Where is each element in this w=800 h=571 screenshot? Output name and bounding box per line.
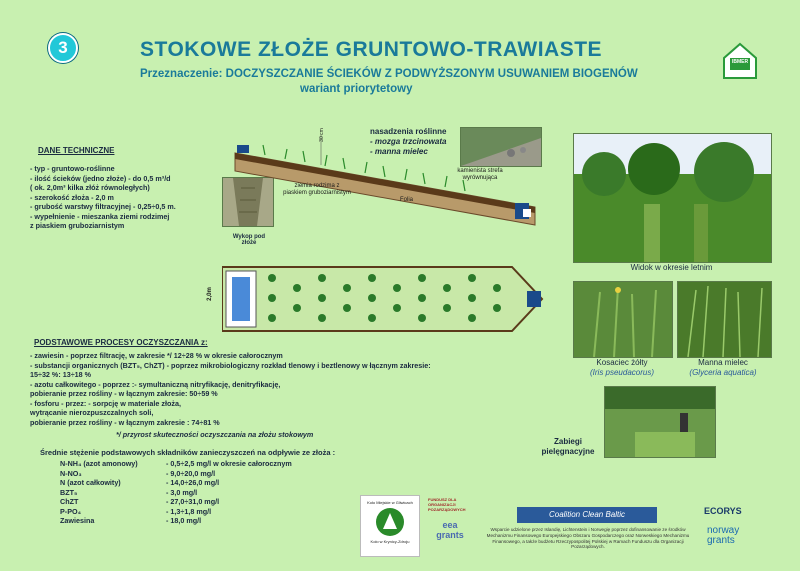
avg-name: N-NO₃: [60, 468, 82, 478]
norway-grants-text: grants: [707, 535, 735, 546]
plant2-label: - manna mielec: [370, 147, 428, 156]
width-label: 2,0m: [206, 287, 213, 301]
avg-row: [60, 459, 292, 469]
manna-photo: [677, 281, 772, 358]
plants-label: nasadzenia roślinne: [370, 127, 447, 136]
stone-zone-photo: [460, 127, 542, 167]
process-row: - substancji organicznych (BZT₅, ChZT) - poprzez mikrobiologiczny rozkład tlenowy i beztlenowy w łącznym zakresie:: [30, 360, 431, 370]
eea-grants-text: grants: [436, 530, 464, 540]
soil-label: ziemia rodzima z piaskiem gruboziarnistym: [283, 183, 351, 196]
process-row: pobieranie przez rośliny - w łącznym zakresie: 50÷59 %: [30, 389, 218, 398]
summer-caption: Widok w okresie letnim: [630, 263, 713, 272]
eea-logo: [430, 520, 470, 540]
avg-name: ChZT: [60, 497, 79, 506]
top-view-diagram: [222, 263, 552, 335]
avg-row: [60, 516, 292, 526]
eea-text: eea: [442, 520, 458, 530]
tech-heading: DANE TECHNICZNE: [38, 146, 115, 155]
avg-name: N (azot całkowity): [60, 478, 121, 487]
avg-value: - 27,0÷31,0 mg/l: [166, 497, 220, 506]
kolo-logo: [360, 495, 420, 557]
iris-name: Kosaciec żółty: [596, 358, 648, 367]
tech-row: - ilość ścieków (jedno złoże) - do 0,5 m³/d: [30, 173, 171, 183]
avg-value: - 9,0÷20,0 mg/l: [166, 468, 216, 478]
kolo-top-text: Koło Miejskie w Gliwicach: [367, 500, 413, 505]
averages-table: [60, 459, 292, 526]
manna-name: Manna mielec: [698, 358, 748, 367]
manna-caption: [670, 358, 776, 378]
process-row: 15÷32 %: 13÷18 %: [30, 370, 92, 379]
manna-latin: (Glyceria aquatica): [689, 368, 757, 377]
foil-label: Folia: [400, 197, 414, 203]
norway-text: norway: [707, 525, 740, 536]
process-row: - azotu całkowitego - poprzez :- symultaniczną nitryfikację, denitryfikację,: [30, 379, 281, 389]
tech-row: z piaskiem gruboziarnistym: [30, 221, 125, 230]
avg-value: - 3,0 mg/l: [166, 487, 198, 497]
avg-name: Zawiesina: [60, 516, 95, 525]
care-caption: Zabiegi pielęgnacyjne: [541, 437, 595, 456]
avg-value: - 14,0÷26,0 mg/l: [166, 478, 220, 487]
avg-row: [60, 497, 292, 507]
plant1-label: - mozga trzcinowata: [370, 137, 447, 146]
depth-label: 30 cm: [318, 128, 325, 142]
process-row: wytrącanie nierozpuszczalnych soli,: [30, 408, 154, 417]
processes-list: [30, 351, 431, 427]
tech-row: - szerokość złoża - 2,0 m: [30, 192, 114, 202]
iris-photo: [573, 281, 673, 358]
tech-row: - grubość warstwy filtracyjnej - 0,25÷0,5 m.: [30, 202, 176, 211]
avg-value: - 0,5÷2,5 mg/l w okresie całorocznym: [166, 459, 292, 468]
trench-caption: Wykop pod złoże: [232, 234, 266, 246]
avg-row: [60, 469, 292, 479]
iris-caption: [573, 358, 671, 378]
ecorys-logo: ECORYS: [704, 506, 742, 516]
number-badge: 3: [48, 33, 78, 63]
variant-label: wariant priorytetowy: [300, 83, 413, 95]
ibmer-logo-text: IBMER: [731, 59, 749, 65]
process-row: - zawiesin - poprzez filtrację, w zakresie */ 12÷28 % w okresie całorocznym: [30, 351, 283, 360]
fund-logo: [428, 497, 478, 517]
processes-heading: PODSTAWOWE PROCESY OCZYSZCZANIA z:: [34, 338, 208, 347]
avg-value: - 1,3÷1,8 mg/l: [166, 506, 212, 516]
process-row: pobieranie przez rośliny - w łącznym zakresie : 74÷81 %: [30, 417, 220, 427]
tech-row: - typ - gruntowo-roślinne: [30, 164, 115, 173]
avg-name: BZT₅: [60, 487, 78, 497]
norway-logo: [707, 526, 752, 546]
ibmer-logo: [722, 42, 758, 80]
avg-value: - 18,0 mg/l: [166, 516, 202, 525]
avg-name: N-NH₄ (azot amonowy): [60, 459, 138, 468]
purpose-subtitle: Przeznaczenie: DOCZYSZCZANIE ŚCIEKÓW Z PODWYŻSZONYM USUWANIEM BIOGENÓW: [140, 68, 638, 80]
page-title: STOKOWE ZŁOŻE GRUNTOWO-TRAWIASTE: [140, 38, 603, 61]
tech-row: - wypełnienie - mieszanka ziemi rodzimej: [30, 211, 170, 221]
support-text: Wsparcie udzielone przez Islandię, Lichtenstein i Norwegię poprzez dofinansowanie ze środków Mechanizmu Finansowego Europejskiego Obszaru Gospodarczego oraz Norweskiego Mechanizmu Finansowego, a także budżetu Rzeczypospolitej Polskiej w Ramach Funduszu dla Organizacji Pozarządowych.: [486, 527, 690, 550]
kolo-bottom-text: Koło w Krynicy-Zdroju: [370, 539, 410, 544]
avg-row: [60, 478, 292, 488]
tech-row: ( ok. 2,0m³ kilka złóż równoległych): [30, 183, 150, 192]
care-photo: [604, 386, 716, 458]
processes-note: */ przyrost skuteczności oczyszczania na złożu stokowym: [116, 430, 314, 439]
iris-latin: (Iris pseudacorus): [589, 368, 655, 377]
summer-photo: [573, 133, 772, 263]
process-row: - fosforu - przez: - sorpcję w materiale złoża,: [30, 398, 181, 408]
avg-name: P-PO₄: [60, 506, 81, 516]
tech-list: [30, 164, 176, 231]
coalition-logo: Coalition Clean Baltic: [517, 507, 657, 523]
avg-row: [60, 507, 292, 517]
averages-heading: Średnie stężenie podstawowych składników zanieczyszczeń na odpływie ze złoża :: [40, 448, 336, 457]
fund-text: FUNDUSZ DLA ORGANIZACJI POZARZĄDOWYCH: [428, 497, 466, 512]
avg-row: [60, 488, 292, 498]
stone-zone-label: kamienista strefa wyrównująca: [457, 168, 503, 181]
